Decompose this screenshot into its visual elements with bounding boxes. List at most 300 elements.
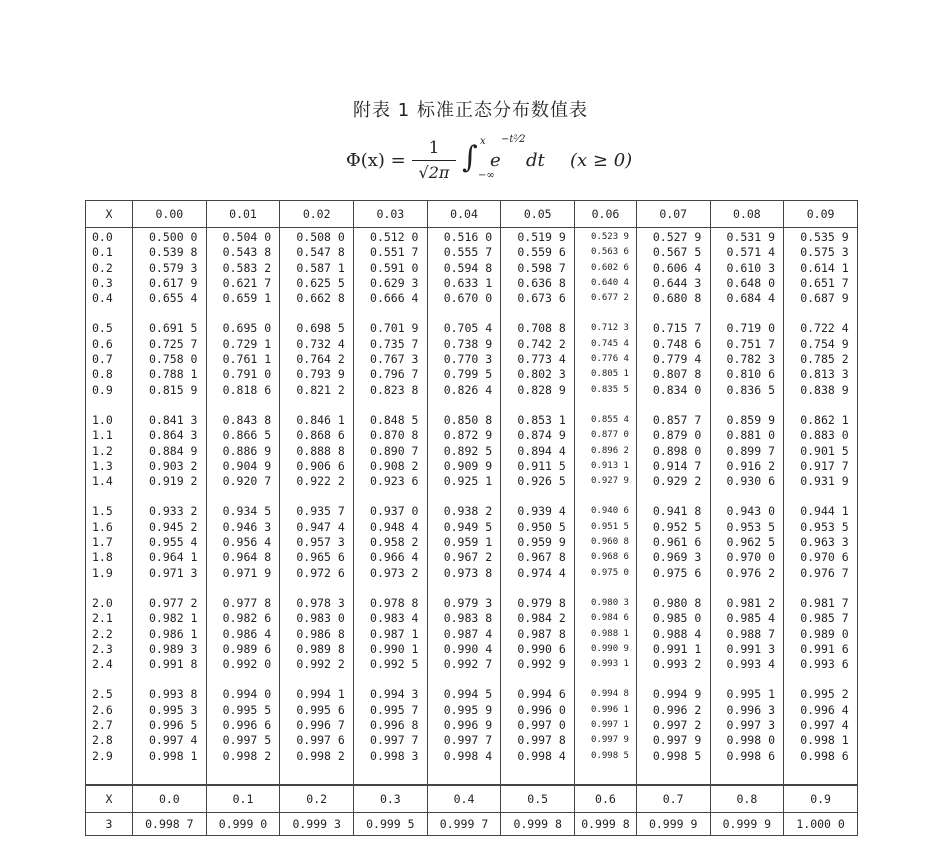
table-cell: 0.982 6 bbox=[222, 611, 272, 626]
table-cell: 0.996 6 bbox=[222, 718, 272, 733]
table-cell: 0.575 3 bbox=[800, 245, 849, 260]
x-value: 2.2 bbox=[92, 626, 113, 641]
table-cell: 0.796 7 bbox=[370, 367, 419, 382]
table-cell: 0.994 6 bbox=[517, 687, 566, 702]
value-column-9 bbox=[784, 228, 858, 786]
table-cell: 0.995 5 bbox=[222, 702, 272, 717]
table-cell: 0.862 1 bbox=[800, 412, 849, 427]
x-group bbox=[92, 504, 132, 580]
last-row-cell: 0.999 0 bbox=[206, 813, 280, 836]
header-col-6: 0.05 bbox=[501, 201, 575, 228]
value-group bbox=[517, 230, 574, 306]
table-cell: 0.971 3 bbox=[149, 565, 198, 580]
table-cell: 0.953 5 bbox=[800, 519, 849, 534]
x-value: 0.2 bbox=[92, 260, 113, 275]
table-cell: 0.944 1 bbox=[800, 504, 849, 519]
table-cell: 0.587 1 bbox=[296, 260, 345, 275]
value-group bbox=[727, 687, 784, 763]
table-cell: 0.933 2 bbox=[149, 504, 198, 519]
value-column-0 bbox=[133, 228, 207, 786]
value-group bbox=[653, 230, 710, 306]
table-cell: 0.754 9 bbox=[800, 336, 849, 351]
table-cell: 0.984 2 bbox=[517, 611, 566, 626]
value-group bbox=[444, 504, 501, 580]
table-cell: 0.715 7 bbox=[652, 321, 702, 336]
value-column-3 bbox=[354, 228, 428, 786]
table-cell: 0.959 1 bbox=[443, 535, 493, 550]
table-cell: 0.931 9 bbox=[800, 474, 849, 489]
table-cell: 0.938 2 bbox=[443, 504, 493, 519]
table-cell: 0.813 3 bbox=[800, 367, 849, 382]
value-group bbox=[296, 504, 353, 580]
table-cell: 0.981 7 bbox=[800, 595, 849, 610]
table-cell: 0.994 3 bbox=[370, 687, 419, 702]
table-cell: 0.640 4 bbox=[591, 277, 629, 288]
value-group bbox=[296, 321, 353, 397]
table-cell: 0.633 1 bbox=[443, 275, 493, 290]
value-group bbox=[444, 687, 501, 763]
table-cell: 0.996 1 bbox=[591, 704, 629, 715]
table-cell: 0.764 2 bbox=[296, 352, 345, 367]
table-cell: 0.821 2 bbox=[296, 382, 345, 397]
table-cell: 0.972 6 bbox=[296, 565, 345, 580]
value-group bbox=[296, 687, 353, 763]
value-column-6 bbox=[575, 228, 637, 786]
table-cell: 0.997 9 bbox=[591, 735, 629, 746]
table-cell: 0.998 4 bbox=[443, 748, 493, 763]
table-cell: 0.997 1 bbox=[591, 720, 629, 731]
x-value: 0.7 bbox=[92, 352, 113, 367]
table-cell: 0.788 1 bbox=[149, 367, 198, 382]
last-row-cell: 0.999 8 bbox=[501, 813, 575, 836]
x-value: 1.3 bbox=[92, 458, 113, 473]
table-cell: 0.846 1 bbox=[296, 412, 345, 427]
table-cell: 0.993 4 bbox=[726, 657, 775, 672]
table-cell: 0.995 2 bbox=[800, 687, 849, 702]
table-cell: 0.680 8 bbox=[652, 291, 702, 306]
table-cell: 0.648 0 bbox=[726, 275, 775, 290]
table-cell: 0.946 3 bbox=[222, 519, 272, 534]
table-cell: 0.974 4 bbox=[517, 565, 566, 580]
table-cell: 0.983 4 bbox=[370, 611, 419, 626]
table-cell: 0.997 7 bbox=[370, 733, 419, 748]
table-cell: 0.571 4 bbox=[726, 245, 775, 260]
value-group bbox=[444, 321, 501, 397]
table-cell: 0.866 5 bbox=[222, 428, 272, 443]
table-cell: 0.555 7 bbox=[443, 245, 493, 260]
value-group bbox=[800, 687, 857, 763]
table-cell: 0.984 6 bbox=[591, 613, 629, 624]
table-cell: 0.567 5 bbox=[652, 245, 702, 260]
value-group bbox=[149, 413, 206, 489]
table-cell: 0.979 3 bbox=[443, 595, 493, 610]
table-cell: 0.758 0 bbox=[149, 352, 198, 367]
table-cell: 0.990 4 bbox=[443, 641, 493, 656]
value-group bbox=[223, 230, 280, 306]
table-cell: 0.991 3 bbox=[726, 641, 775, 656]
table-cell: 0.527 9 bbox=[652, 230, 702, 244]
last-row-cell: 0.998 7 bbox=[133, 813, 207, 836]
value-column-8 bbox=[710, 228, 784, 786]
table-cell: 0.997 2 bbox=[652, 718, 702, 733]
x-group bbox=[92, 413, 132, 489]
value-group bbox=[653, 413, 710, 489]
table-cell: 0.896 2 bbox=[591, 445, 629, 456]
table-cell: 0.992 0 bbox=[222, 657, 272, 672]
value-group bbox=[223, 596, 280, 672]
table-cell: 0.988 4 bbox=[652, 626, 702, 641]
table-cell: 0.952 5 bbox=[652, 519, 702, 534]
x-value: 0.1 bbox=[92, 245, 113, 260]
table-cell: 0.987 1 bbox=[370, 626, 419, 641]
value-group bbox=[370, 230, 427, 306]
table-cell: 0.815 9 bbox=[149, 382, 198, 397]
value-group bbox=[727, 321, 784, 397]
table-cell: 0.995 7 bbox=[370, 702, 419, 717]
x-value: 0.0 bbox=[92, 230, 113, 244]
table-cell: 0.687 9 bbox=[800, 291, 849, 306]
x-value: 1.5 bbox=[92, 504, 113, 519]
table-cell: 0.523 9 bbox=[591, 232, 629, 242]
x-value: 2.4 bbox=[92, 657, 113, 672]
table-cell: 0.594 8 bbox=[443, 260, 493, 275]
formula-exponent: −t²⁄2 bbox=[501, 134, 526, 145]
table-cell: 0.970 6 bbox=[800, 550, 849, 565]
table-cell: 0.977 8 bbox=[222, 595, 272, 610]
table-cell: 0.913 1 bbox=[591, 460, 629, 471]
table-cell: 0.898 0 bbox=[652, 443, 702, 458]
table-cell: 0.929 2 bbox=[652, 474, 702, 489]
table-cell: 0.990 9 bbox=[591, 643, 629, 654]
x-column bbox=[86, 228, 133, 786]
table-cell: 0.919 2 bbox=[149, 474, 198, 489]
table-cell: 0.874 9 bbox=[517, 428, 566, 443]
value-group bbox=[149, 321, 206, 397]
table-cell: 0.998 2 bbox=[296, 748, 345, 763]
table-cell: 0.791 0 bbox=[222, 367, 272, 382]
value-group bbox=[800, 596, 857, 672]
last-row-cell: 0.999 9 bbox=[636, 813, 710, 836]
table-cell: 0.935 7 bbox=[296, 504, 345, 519]
table-cell: 0.975 0 bbox=[591, 567, 629, 578]
table-cell: 0.535 9 bbox=[800, 230, 849, 244]
table-cell: 0.985 0 bbox=[652, 611, 702, 626]
value-group bbox=[296, 230, 353, 306]
x-value: 0.8 bbox=[92, 367, 113, 382]
table-cell: 0.978 3 bbox=[296, 595, 345, 610]
header2-col-4: 0.3 bbox=[354, 785, 428, 813]
table-cell: 0.684 4 bbox=[726, 291, 775, 306]
x-value: 0.4 bbox=[92, 291, 113, 306]
table-cell: 0.998 4 bbox=[517, 748, 566, 763]
table-cell: 0.662 8 bbox=[296, 291, 345, 306]
last-row-cell: 0.999 3 bbox=[280, 813, 354, 836]
table-cell: 0.997 9 bbox=[652, 733, 702, 748]
table-cell: 0.991 1 bbox=[652, 641, 702, 656]
table-cell: 0.967 8 bbox=[517, 550, 566, 565]
last-row-cell: 0.999 8 bbox=[575, 813, 637, 836]
table-cell: 0.992 2 bbox=[296, 657, 345, 672]
value-group bbox=[517, 321, 574, 397]
value-group bbox=[591, 230, 636, 306]
value-column-1 bbox=[206, 228, 280, 786]
table-cell: 0.971 9 bbox=[222, 565, 272, 580]
table-cell: 0.908 2 bbox=[370, 458, 419, 473]
table-cell: 0.901 5 bbox=[800, 443, 849, 458]
value-group bbox=[727, 230, 784, 306]
table-cell: 0.982 1 bbox=[149, 611, 198, 626]
header-col-1: 0.00 bbox=[133, 201, 207, 228]
table-cell: 0.995 6 bbox=[296, 702, 345, 717]
formula-fraction bbox=[412, 138, 456, 182]
table-cell: 0.745 4 bbox=[591, 338, 629, 349]
table-cell: 0.881 0 bbox=[726, 428, 775, 443]
integral-sign: ∫ bbox=[462, 140, 478, 175]
table-cell: 0.997 6 bbox=[296, 733, 345, 748]
table-cell: 0.579 3 bbox=[149, 260, 198, 275]
table-cell: 0.841 3 bbox=[149, 412, 198, 427]
table-cell: 0.963 3 bbox=[800, 535, 849, 550]
table-cell: 0.563 6 bbox=[591, 247, 629, 258]
table-cell: 0.993 8 bbox=[149, 687, 198, 702]
table-cell: 0.957 3 bbox=[296, 535, 345, 550]
header2-col-5: 0.4 bbox=[427, 785, 501, 813]
table-cell: 0.994 0 bbox=[222, 687, 272, 702]
table-cell: 0.909 9 bbox=[443, 458, 493, 473]
table-cell: 0.855 4 bbox=[591, 414, 629, 425]
table-cell: 0.998 6 bbox=[800, 748, 849, 763]
value-group bbox=[517, 687, 574, 763]
value-group bbox=[591, 504, 636, 580]
table-cell: 0.997 0 bbox=[517, 718, 566, 733]
table-cell: 0.818 6 bbox=[222, 382, 272, 397]
value-group bbox=[517, 596, 574, 672]
header2-col-1: 0.0 bbox=[133, 785, 207, 813]
table-cell: 0.988 7 bbox=[726, 626, 775, 641]
header2-col-10: 0.9 bbox=[784, 785, 858, 813]
x-group bbox=[92, 596, 132, 672]
table-cell: 0.914 7 bbox=[652, 458, 702, 473]
table-cell: 0.916 2 bbox=[726, 458, 775, 473]
table-cell: 0.767 3 bbox=[370, 352, 419, 367]
last-row-cell: 0.999 5 bbox=[354, 813, 428, 836]
table-cell: 0.621 7 bbox=[222, 275, 272, 290]
formula-base: e bbox=[490, 150, 501, 171]
table-cell: 0.953 5 bbox=[726, 519, 775, 534]
table-cell: 0.990 6 bbox=[517, 641, 566, 656]
table-cell: 0.868 6 bbox=[296, 428, 345, 443]
table-cell: 0.673 6 bbox=[517, 291, 566, 306]
table-cell: 0.995 9 bbox=[443, 702, 493, 717]
table-cell: 0.543 8 bbox=[222, 245, 272, 260]
table-cell: 0.996 7 bbox=[296, 718, 345, 733]
value-group bbox=[223, 504, 280, 580]
table-cell: 0.970 0 bbox=[726, 550, 775, 565]
table-header-row bbox=[86, 201, 858, 228]
table-cell: 0.937 0 bbox=[370, 504, 419, 519]
table-cell: 0.983 0 bbox=[296, 611, 345, 626]
table-cell: 0.973 8 bbox=[443, 565, 493, 580]
table-cell: 0.994 5 bbox=[443, 687, 493, 702]
value-group bbox=[727, 596, 784, 672]
table-cell: 0.773 4 bbox=[517, 352, 566, 367]
normal-distribution-table bbox=[85, 200, 858, 836]
table-cell: 0.981 2 bbox=[726, 595, 775, 610]
value-group bbox=[370, 321, 427, 397]
header-col-4: 0.03 bbox=[354, 201, 428, 228]
x-value: 1.9 bbox=[92, 565, 113, 580]
table-cell: 0.986 1 bbox=[149, 626, 198, 641]
normal-cdf-formula bbox=[340, 134, 660, 190]
table-cell: 0.980 3 bbox=[591, 597, 629, 608]
table-cell: 0.923 6 bbox=[370, 474, 419, 489]
table-cell: 0.695 0 bbox=[222, 321, 272, 336]
table-cell: 0.894 4 bbox=[517, 443, 566, 458]
table-cell: 0.828 9 bbox=[517, 382, 566, 397]
last-row-cell: 1.000 0 bbox=[784, 813, 858, 836]
table-cell: 0.994 9 bbox=[652, 687, 702, 702]
table-cell: 0.977 2 bbox=[149, 595, 198, 610]
table-cell: 0.920 7 bbox=[222, 474, 272, 489]
value-group bbox=[800, 413, 857, 489]
table-cell: 0.995 1 bbox=[726, 687, 775, 702]
table-cell: 0.964 8 bbox=[222, 550, 272, 565]
table-cell: 0.838 9 bbox=[800, 382, 849, 397]
table-cell: 0.978 8 bbox=[370, 595, 419, 610]
table-cell: 0.955 4 bbox=[149, 535, 198, 550]
table-cell: 0.939 4 bbox=[517, 504, 566, 519]
table-cell: 0.904 9 bbox=[222, 458, 272, 473]
table-cell: 0.993 6 bbox=[800, 657, 849, 672]
table-cell: 0.805 1 bbox=[591, 369, 629, 380]
table-cell: 0.997 7 bbox=[443, 733, 493, 748]
value-group bbox=[727, 504, 784, 580]
table-cell: 0.655 4 bbox=[149, 291, 198, 306]
x-group bbox=[92, 230, 132, 306]
value-group bbox=[223, 321, 280, 397]
table-cell: 0.998 2 bbox=[222, 748, 272, 763]
last-row-cell: 0.999 9 bbox=[710, 813, 784, 836]
table-cell: 0.992 7 bbox=[443, 657, 493, 672]
x-value: 1.7 bbox=[92, 535, 113, 550]
table-cell: 0.987 8 bbox=[517, 626, 566, 641]
table-cell: 0.691 5 bbox=[149, 321, 198, 336]
x-value: 1.6 bbox=[92, 519, 113, 534]
table-cell: 0.998 5 bbox=[652, 748, 702, 763]
header-col-2: 0.01 bbox=[206, 201, 280, 228]
x-value: 0.5 bbox=[92, 321, 113, 336]
table-cell: 0.996 9 bbox=[443, 718, 493, 733]
table-cell: 0.677 2 bbox=[591, 293, 629, 304]
integral-lower-limit: −∞ bbox=[478, 170, 495, 181]
table-cell: 0.712 3 bbox=[591, 323, 629, 334]
value-column-4 bbox=[427, 228, 501, 786]
table-cell: 0.991 6 bbox=[800, 641, 849, 656]
table-cell: 0.993 1 bbox=[591, 659, 629, 670]
table-cell: 0.997 5 bbox=[222, 733, 272, 748]
table-cell: 0.996 2 bbox=[652, 702, 702, 717]
value-group bbox=[149, 687, 206, 763]
table-last-row bbox=[86, 813, 858, 836]
value-group bbox=[800, 321, 857, 397]
table-cell: 0.926 5 bbox=[517, 474, 566, 489]
table-cell: 0.998 3 bbox=[370, 748, 419, 763]
x-value: 0.3 bbox=[92, 275, 113, 290]
table-cell: 0.879 0 bbox=[652, 428, 702, 443]
table-cell: 0.782 3 bbox=[726, 352, 775, 367]
x-group bbox=[92, 687, 132, 763]
table-cell: 0.917 7 bbox=[800, 458, 849, 473]
value-group bbox=[653, 321, 710, 397]
table-cell: 0.966 4 bbox=[370, 550, 419, 565]
table-cell: 0.934 5 bbox=[222, 504, 272, 519]
table-cell: 0.950 5 bbox=[517, 519, 566, 534]
header2-col-6: 0.5 bbox=[501, 785, 575, 813]
value-group bbox=[591, 596, 636, 672]
table-cell: 0.922 2 bbox=[296, 474, 345, 489]
table-cell: 0.961 6 bbox=[652, 535, 702, 550]
table-cell: 0.508 0 bbox=[296, 230, 345, 244]
value-group bbox=[149, 230, 206, 306]
table-cell: 0.997 4 bbox=[149, 733, 198, 748]
table-cell: 0.986 4 bbox=[222, 626, 272, 641]
table-cell: 0.892 5 bbox=[443, 443, 493, 458]
table-cell: 0.725 7 bbox=[149, 336, 198, 351]
x-value: 2.9 bbox=[92, 748, 113, 763]
table-cell: 0.644 3 bbox=[652, 275, 702, 290]
value-group bbox=[800, 504, 857, 580]
table-cell: 0.992 9 bbox=[517, 657, 566, 672]
x-value: 1.4 bbox=[92, 474, 113, 489]
value-group bbox=[296, 413, 353, 489]
table-cell: 0.964 1 bbox=[149, 550, 198, 565]
table-cell: 0.925 1 bbox=[443, 474, 493, 489]
value-group bbox=[444, 596, 501, 672]
fraction-bar bbox=[412, 160, 456, 161]
header-col-3: 0.02 bbox=[280, 201, 354, 228]
value-group bbox=[800, 230, 857, 306]
table-cell: 0.949 5 bbox=[443, 519, 493, 534]
table-cell: 0.996 5 bbox=[149, 718, 198, 733]
value-group bbox=[149, 504, 206, 580]
value-group bbox=[370, 413, 427, 489]
value-group bbox=[223, 687, 280, 763]
table-cell: 0.807 8 bbox=[652, 367, 702, 382]
table-cell: 0.975 6 bbox=[652, 565, 702, 580]
table-cell: 0.748 6 bbox=[652, 336, 702, 351]
table-cell: 0.500 0 bbox=[149, 230, 198, 244]
table-cell: 0.651 7 bbox=[800, 275, 849, 290]
value-column-5 bbox=[501, 228, 575, 786]
x-value: 1.2 bbox=[92, 443, 113, 458]
table-cell: 0.670 0 bbox=[443, 291, 493, 306]
table-cell: 0.947 4 bbox=[296, 519, 345, 534]
table-cell: 0.617 9 bbox=[149, 275, 198, 290]
table-cell: 0.945 2 bbox=[149, 519, 198, 534]
formula-condition: (x ≥ 0) bbox=[570, 150, 633, 171]
table-cell: 0.559 6 bbox=[517, 245, 566, 260]
table-cell: 0.859 9 bbox=[726, 412, 775, 427]
table-cell: 0.729 1 bbox=[222, 336, 272, 351]
table-cell: 0.994 8 bbox=[591, 689, 629, 700]
header-col-5: 0.04 bbox=[427, 201, 501, 228]
table-cell: 0.890 7 bbox=[370, 443, 419, 458]
table-cell: 0.983 8 bbox=[443, 611, 493, 626]
table-cell: 0.659 1 bbox=[222, 291, 272, 306]
table-cell: 0.996 4 bbox=[800, 702, 849, 717]
page-title: 附表 1 标准正态分布数值表 bbox=[353, 100, 588, 121]
table-cell: 0.583 2 bbox=[222, 260, 272, 275]
